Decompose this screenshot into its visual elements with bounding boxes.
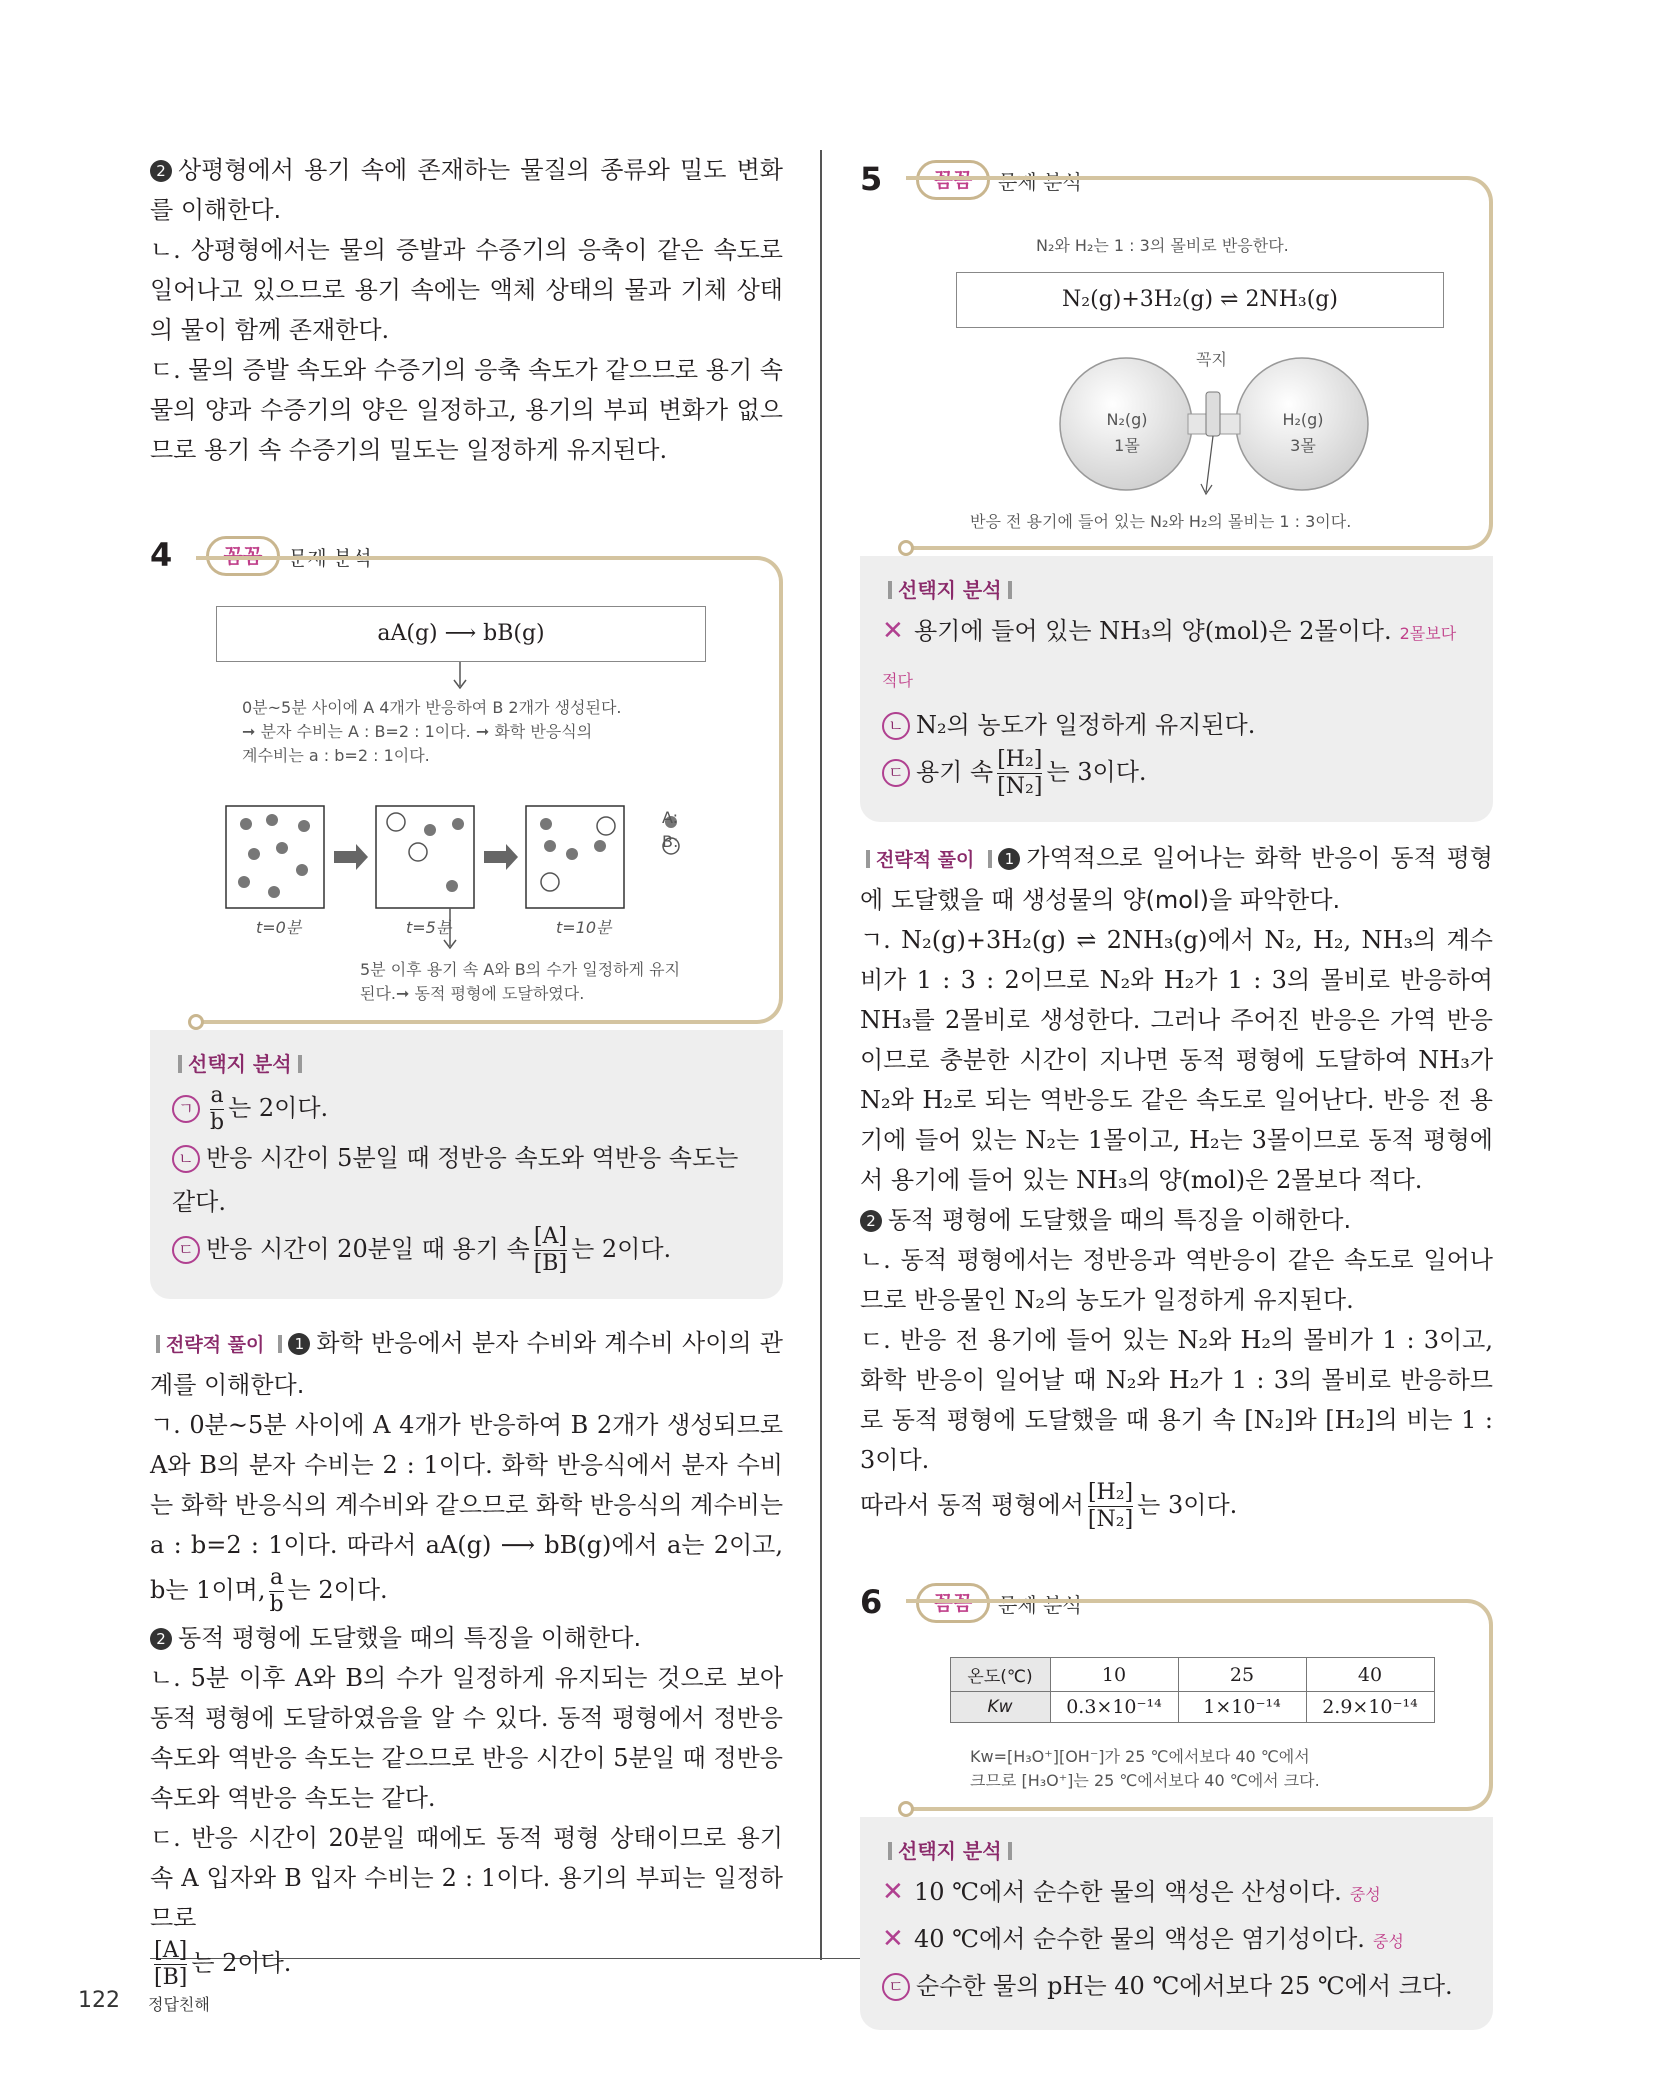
time-label: t=0분 — [256, 918, 302, 937]
strategy-label: 전략적 풀이 — [166, 1334, 265, 1356]
fraction-numerator: [H₂] — [1087, 1480, 1134, 1505]
fraction-denominator: [B] — [154, 1965, 188, 1990]
fraction-denominator: [N₂] — [997, 774, 1043, 799]
pill-badge: 꼼꼼 — [916, 1583, 990, 1623]
table-cell: 40 — [1306, 1658, 1434, 1692]
analysis-box — [906, 1599, 1493, 1811]
option-text: 는 2이다. — [571, 1235, 672, 1263]
fraction-denominator: [B] — [533, 1251, 568, 1276]
analysis-box — [906, 176, 1493, 550]
option-text: 10 ℃에서 순수한 물의 액성은 산성이다. — [914, 1878, 1342, 1906]
choice-option — [882, 1917, 1469, 1964]
strategy-label: 전략적 풀이 — [876, 849, 975, 871]
question-4 — [150, 536, 783, 1991]
flask-label: N₂(g) — [1106, 410, 1148, 429]
table-cell: 25 — [1178, 1658, 1306, 1692]
note-line: 크므로 [H₃O⁺]는 25 ℃에서보다 40 ℃에서 크다. — [970, 1771, 1320, 1790]
correction-note: 2몰보다 적다 — [882, 624, 1457, 690]
option-text: 는 3이다. — [1046, 758, 1147, 786]
step-text: 동적 평형에 도달했을 때의 특징을 이해한다. — [178, 1624, 642, 1652]
step-number: 2 — [150, 160, 172, 182]
question-number: 4 — [150, 536, 173, 574]
choice-option — [882, 609, 1469, 703]
paragraph-end: 는 3이다. — [1137, 1491, 1238, 1519]
paragraph: ㄴ. 동적 평형에서는 정반응과 역반응이 같은 속도로 일어나므로 반응물인 N₂의 농도가 일정하게 유지된다. — [860, 1246, 1493, 1314]
time-label: t=5분 — [406, 918, 452, 937]
option-text: 용기에 들어 있는 NH₃의 양(mol)은 2몰이다. — [914, 617, 1392, 645]
fraction-numerator: a — [269, 1565, 284, 1590]
choice-option — [172, 1083, 759, 1136]
option-text: 반응 시간이 20분일 때 용기 속 — [206, 1235, 530, 1263]
footer-label: 정답친해 — [148, 1995, 210, 2014]
option-text: 는 2이다. — [228, 1094, 329, 1122]
step-number: 2 — [860, 1210, 882, 1232]
choice-option — [882, 1964, 1469, 2008]
step-number: 2 — [150, 1628, 172, 1650]
fraction-numerator: [A] — [154, 1938, 188, 1963]
table-cell: 1×10⁻¹⁴ — [1178, 1692, 1306, 1723]
correct-mark-icon: ㄴ — [882, 712, 910, 740]
fraction-numerator: a — [210, 1083, 224, 1108]
choice-option — [882, 1870, 1469, 1917]
option-text: N₂의 농도가 일정하게 유지된다. — [916, 711, 1256, 739]
note-line: Kw=[H₃O⁺][OH⁻]가 25 ℃에서보다 40 ℃에서 — [970, 1747, 1310, 1766]
table-cell: 0.3×10⁻¹⁴ — [1050, 1692, 1178, 1723]
note-line: N₂와 H₂는 1 : 3의 몰비로 반응한다. — [1036, 236, 1289, 255]
note-line: 5분 이후 용기 속 A와 B의 수가 일정하게 유지 — [360, 960, 681, 979]
choice-title: 선택지 분석 — [898, 1839, 1002, 1863]
table-row — [950, 1692, 1434, 1723]
question-number: 6 — [860, 1583, 883, 1621]
correction-note: 중성 — [1372, 1932, 1404, 1951]
question-5 — [860, 160, 1493, 1533]
choice-option — [882, 703, 1469, 747]
table-row — [950, 1658, 1434, 1692]
valve-label: 꼭지 — [1196, 350, 1227, 369]
choice-title: 선택지 분석 — [898, 578, 1002, 602]
reaction-equation: aA(g) ⟶ bB(g) — [216, 606, 706, 662]
option-text: 40 ℃에서 순수한 물의 액성은 염기성이다. — [914, 1925, 1365, 1953]
step-text: 상평형에서 용기 속에 존재하는 물질의 종류와 밀도 변화를 이해한다. — [150, 156, 783, 224]
note-line: 0분~5분 사이에 A 4개가 반응하여 B 2개가 생성된다. — [242, 698, 622, 717]
legend-b: B: — [662, 832, 679, 851]
fraction-numerator: [A] — [533, 1224, 567, 1249]
left-column — [150, 150, 783, 1991]
note-line: 계수비는 a : b=2 : 1이다. — [242, 746, 430, 765]
box-end-dot — [898, 540, 914, 556]
correction-note: 중성 — [1349, 1885, 1381, 1904]
option-text: 반응 시간이 5분일 때 정반응 속도와 역반응 속도는 같다. — [172, 1144, 739, 1216]
column-divider — [820, 150, 822, 1960]
fraction-denominator: [N₂] — [1087, 1507, 1134, 1532]
pill-badge: 꼼꼼 — [206, 536, 280, 576]
paragraph: ㄱ. 0분~5분 사이에 A 4개가 반응하여 B 2개가 생성되므로 A와 B의 분자 수비는 2 : 1이다. 화학 반응식에서 분자 수비는 화학 반응식의 계수비와 같으므로 화학 반응식의 계수비는 a : b=2 : 1이다. 따라서 aA(g) ⟶ bB(g)에서 a는 2이고, b는 1이며, — [150, 1411, 784, 1604]
section-title: 문제 분석 — [288, 546, 372, 570]
arrow-icon — [216, 662, 706, 692]
step-text: 동적 평형에 도달했을 때의 특징을 이해한다. — [888, 1206, 1352, 1234]
box-end-dot — [188, 1014, 204, 1030]
paragraph: ㄷ. 반응 시간이 20분일 때에도 동적 평형 상태이므로 용기 속 A 입자와 B 입자 수비는 2 : 1이다. 용기의 부피는 일정하므로 — [150, 1824, 783, 1932]
choice-analysis — [860, 1817, 1493, 2030]
kw-table — [950, 1657, 1435, 1723]
table-cell: 10 — [1050, 1658, 1178, 1692]
wrong-mark-icon: ✕ — [882, 1924, 904, 1954]
analysis-box — [196, 556, 783, 1024]
paragraph — [150, 150, 783, 230]
reaction-equation: N₂(g)+3H₂(g) ⇌ 2NH₃(g) — [956, 272, 1444, 328]
choice-option — [172, 1224, 759, 1277]
page-number: 122 — [78, 1988, 120, 2013]
paragraph: ㄷ. 반응 전 용기에 들어 있는 N₂와 H₂의 몰비가 1 : 3이고, 화학 반응이 일어날 때 N₂와 H₂가 1 : 3의 몰비로 반응하므로 동적 평형에 도달했을 때 용기 속 [N₂]와 [H₂]의 비는 1 : 3이다. — [860, 1326, 1493, 1474]
right-column — [860, 150, 1493, 2030]
fraction-denominator: b — [210, 1110, 225, 1135]
paragraph: ㄴ. 5분 이후 A와 B의 수가 일정하게 유지되는 것으로 보아 동적 평형에 도달하였음을 알 수 있다. 동적 평형에서 정반응 속도와 역반응 속도는 같으므로 반응 시간이 5분일 때 정반응 속도와 역반응 속도는 같다. — [150, 1664, 783, 1812]
section-title: 문제 분석 — [998, 170, 1082, 194]
question-number: 5 — [860, 160, 883, 198]
table-cell: 2.9×10⁻¹⁴ — [1306, 1692, 1434, 1723]
box-end-dot — [898, 1801, 914, 1817]
flask-label: H₂(g) — [1282, 410, 1324, 429]
step-number: 1 — [998, 848, 1020, 870]
choice-analysis — [860, 556, 1493, 822]
correct-mark-icon: ㄷ — [172, 1236, 200, 1264]
time-label: t=10분 — [556, 918, 612, 937]
step-text: 가역적으로 일어나는 화학 반응이 동적 평형에 도달했을 때 생성물의 양(mol)을 파악한다. — [860, 844, 1493, 914]
paragraph-end: 는 2이다. — [191, 1949, 292, 1977]
question-6 — [860, 1583, 1493, 2030]
paragraph-end: 는 2이다. — [287, 1576, 388, 1604]
paragraph: ㄷ. 물의 증발 속도와 수증기의 응축 속도가 같으므로 용기 속 물의 양과 수증기의 양은 일정하고, 용기의 부피 변화가 없으므로 용기 속 수증기의 밀도는 일정하게 유지된다. — [150, 356, 783, 464]
wrong-mark-icon: ✕ — [882, 616, 904, 646]
paragraph: ㄱ. N₂(g)+3H₂(g) ⇌ 2NH₃(g)에서 N₂, H₂, NH₃의 계수비가 1 : 3 : 2이므로 N₂와 H₂가 1 : 3의 몰비로 반응하여 NH₃를 2몰비로 생성한다. 그러나 주어진 반응은 가역 반응이므로 충분한 시간이 지나면 동적 평형에 도달하여 NH₃가 N₂와 H₂로 되는 역반응도 같은 속도로 일어난다. 반응 전 용기에 들어 있는 N₂는 1몰이고, H₂는 3몰이므로 동적 평형에서 용기에 들어 있는 NH₃의 양(mol)은 2몰보다 적다. — [860, 926, 1493, 1194]
legend-a: A: — [662, 808, 679, 827]
option-text: 순수한 물의 pH는 40 ℃에서보다 25 ℃에서 크다. — [916, 1972, 1453, 2000]
correct-mark-icon: ㄱ — [172, 1095, 200, 1123]
step-number: 1 — [288, 1333, 310, 1355]
wrong-mark-icon: ✕ — [882, 1877, 904, 1907]
paragraph: ㄴ. 상평형에서는 물의 증발과 수증기의 응축이 같은 속도로 일어나고 있으므로 용기 속에는 액체 상태의 물과 기체 상태의 물이 함께 존재한다. — [150, 236, 783, 344]
note-line: ➞ 분자 수비는 A : B=2 : 1이다. ➞ 화학 반응식의 — [242, 722, 593, 741]
choice-title: 선택지 분석 — [188, 1052, 292, 1076]
fraction-numerator: [H₂] — [997, 747, 1043, 772]
flask-label: 3몰 — [1290, 436, 1316, 455]
table-cell: Kw — [950, 1692, 1050, 1723]
section-title: 문제 분석 — [998, 1593, 1082, 1617]
choice-option — [172, 1136, 759, 1224]
note-line: 반응 전 용기에 들어 있는 N₂와 H₂의 몰비는 1 : 3이다. — [970, 512, 1352, 531]
fraction-denominator: b — [269, 1592, 284, 1617]
paragraph: 따라서 동적 평형에서 — [860, 1491, 1084, 1519]
correct-mark-icon: ㄷ — [882, 1973, 910, 2001]
flask-label: 1몰 — [1114, 436, 1140, 455]
step-text: 화학 반응에서 분자 수비와 계수비 사이의 관계를 이해한다. — [150, 1329, 783, 1399]
correct-mark-icon: ㄴ — [172, 1145, 200, 1173]
note-line: 된다.➞ 동적 평형에 도달하였다. — [360, 984, 585, 1003]
table-cell: 온도(℃) — [950, 1658, 1050, 1692]
correct-mark-icon: ㄷ — [882, 759, 910, 787]
option-text: 용기 속 — [916, 758, 994, 786]
choice-option — [882, 747, 1469, 800]
pill-badge: 꼼꼼 — [916, 160, 990, 200]
choice-analysis — [150, 1030, 783, 1299]
